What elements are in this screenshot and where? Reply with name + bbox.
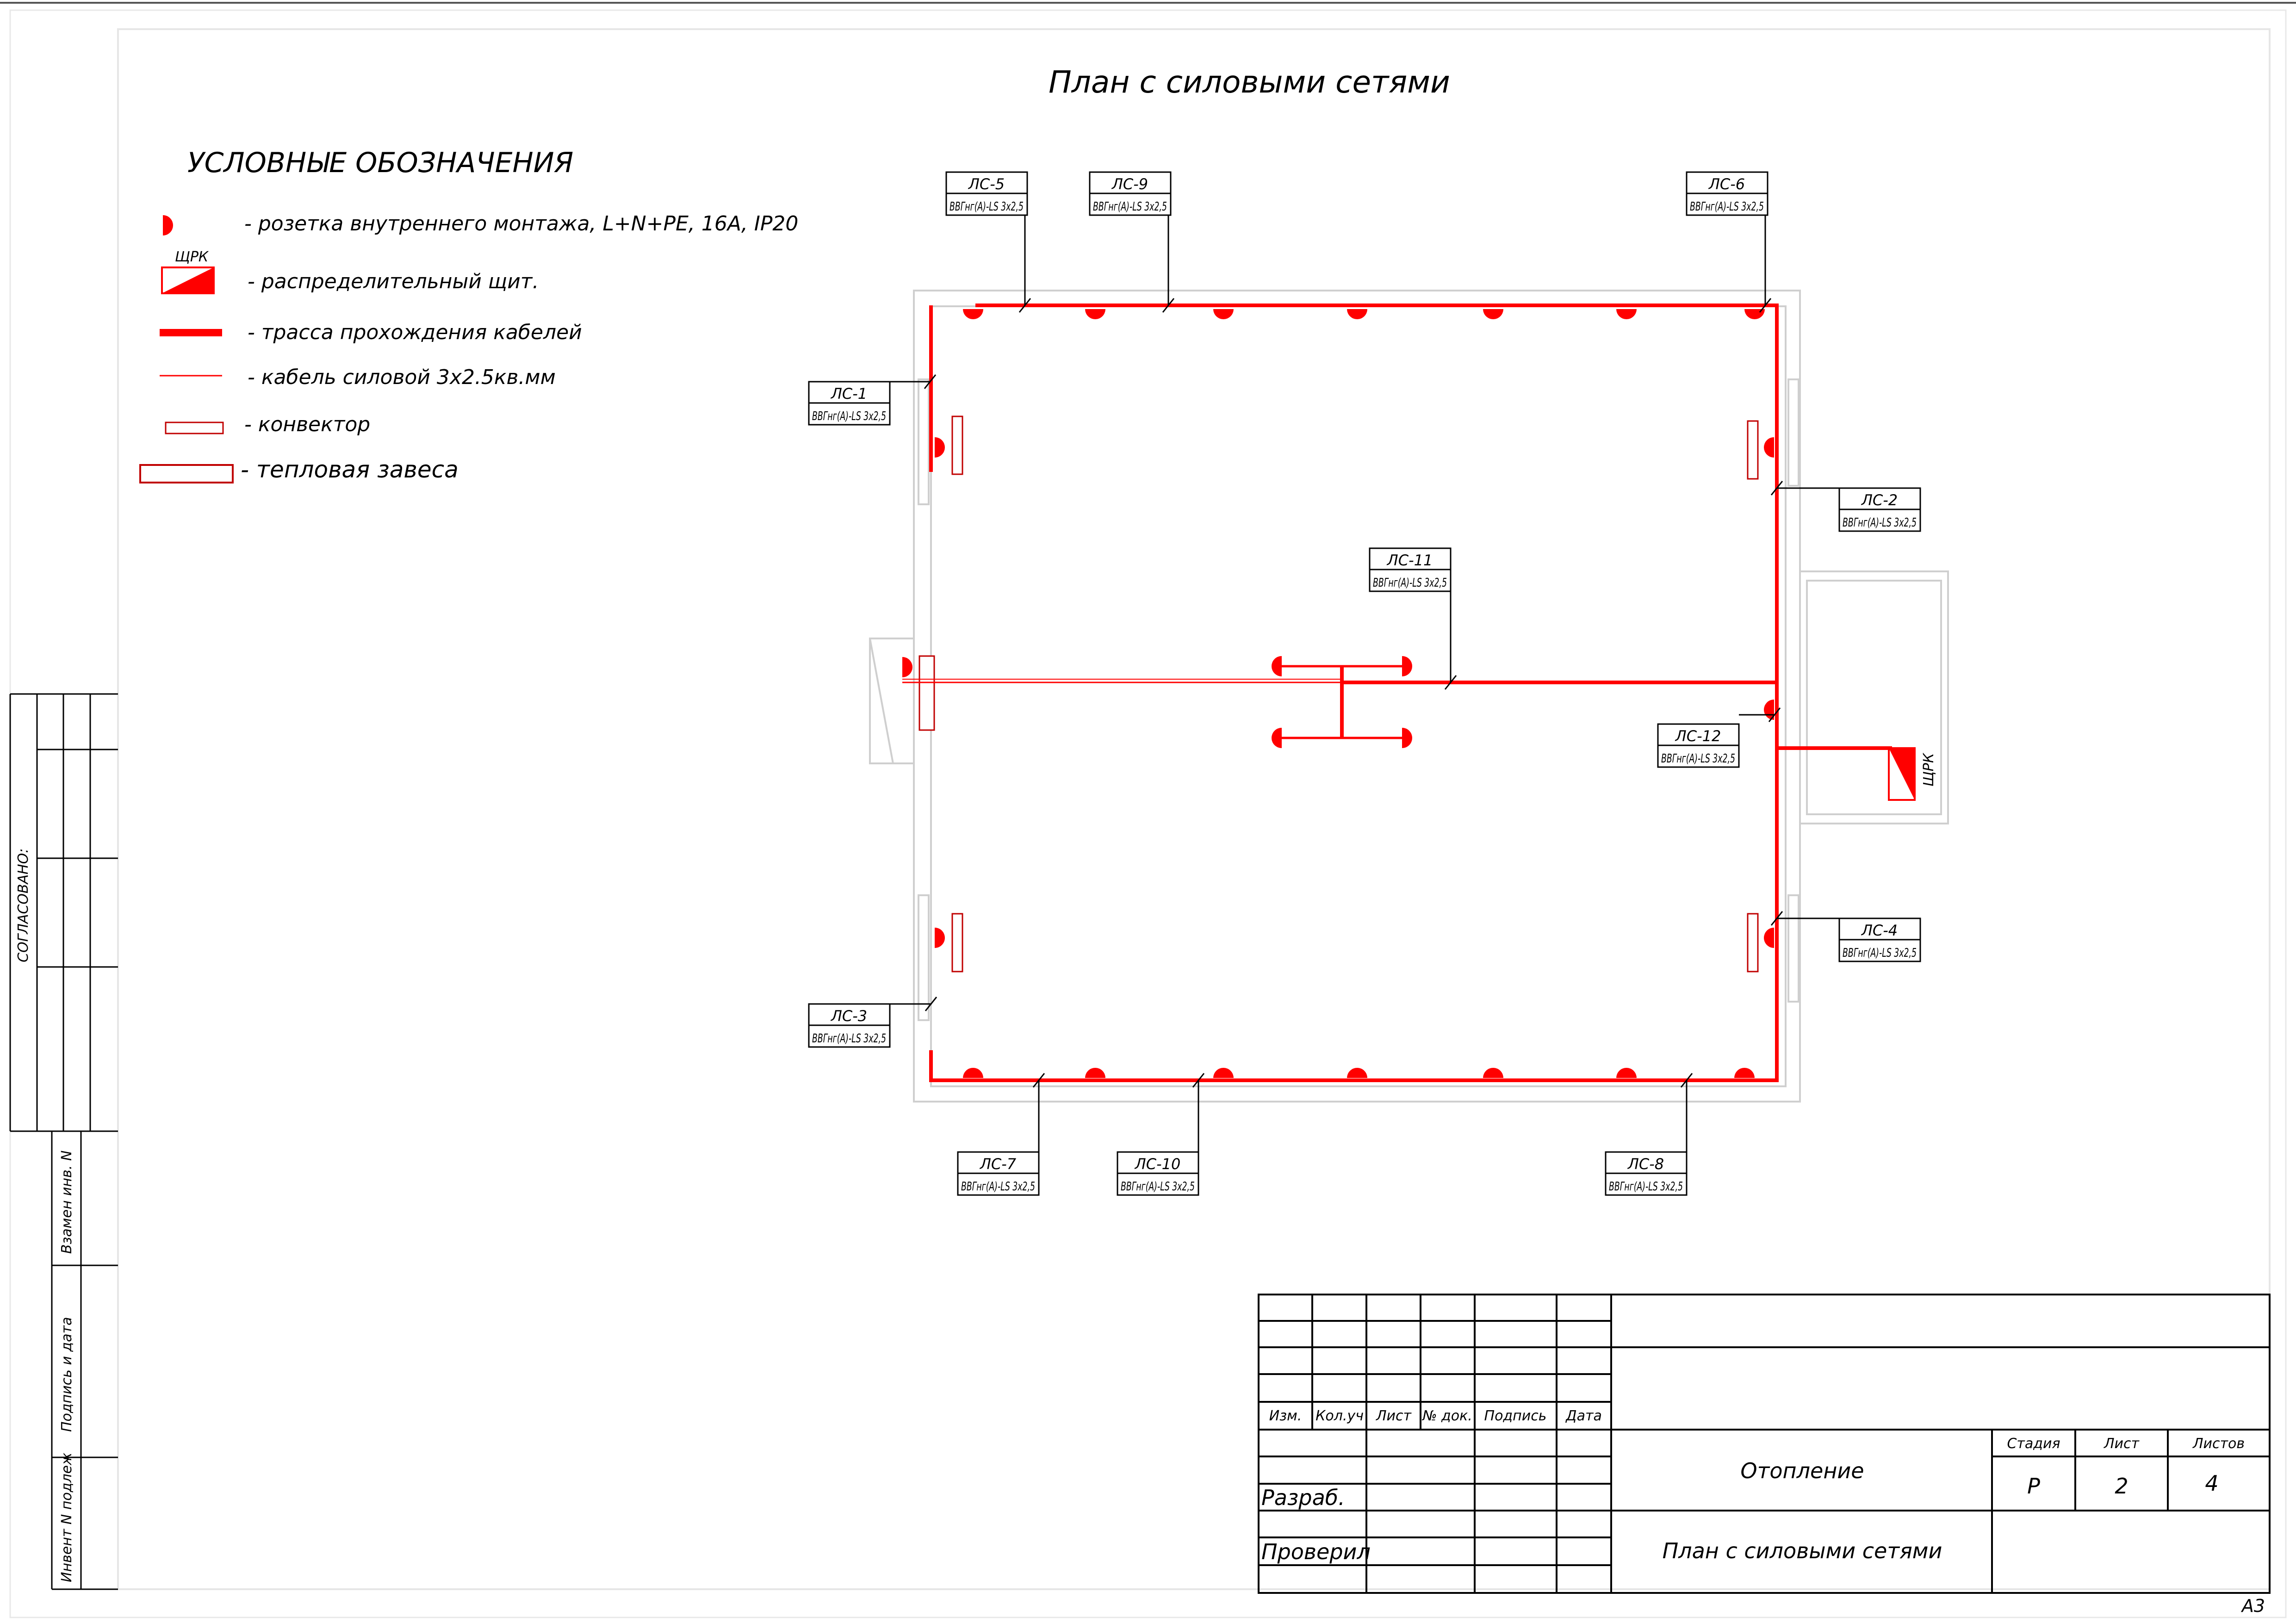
legend-curtain-label: - тепловая завеса (241, 456, 459, 483)
drawing-title: План с силовыми сетями (1049, 64, 1450, 100)
panel-label: ЩРК (1921, 753, 1937, 787)
header-list: Лист (1376, 1408, 1412, 1424)
tag-ls-10-spec: ВВГнг(А)-LS 3х2,5 (1121, 1180, 1195, 1194)
tag-ls-12: ЛС-12 (1675, 727, 1721, 745)
agreed-label: СОГЛАСОВАНО: (15, 848, 31, 962)
tag-ls-7: ЛС-7 (980, 1155, 1017, 1173)
floor-plan (809, 172, 1948, 1195)
tag-ls-6: ЛС-6 (1708, 175, 1745, 193)
legend-socket-label: - розетка внутреннего монтажа, L+N+PE, 16А, IP20 (244, 212, 799, 235)
tag-ls-8-spec: ВВГнг(А)-LS 3х2,5 (1609, 1180, 1683, 1194)
stage-value: Р (2027, 1474, 2040, 1499)
socket-icon (163, 215, 173, 235)
tag-ls-5: ЛС-5 (968, 175, 1005, 193)
tag-ls-8: ЛС-8 (1627, 1155, 1664, 1173)
sheet-value: 2 (2115, 1474, 2128, 1499)
tag-ls-5-spec: ВВГнг(А)-LS 3х2,5 (949, 200, 1024, 214)
format-label: А3 (2241, 1596, 2265, 1616)
heat-curtain-icon (140, 465, 233, 483)
header-doc: № док. (1422, 1408, 1472, 1424)
sheets-label: Листов (2192, 1436, 2245, 1452)
legend-panel-label: - распределительный щит. (248, 270, 539, 293)
legend-panel-tag: ЩРК (175, 249, 209, 265)
tag-ls-2-spec: ВВГнг(А)-LS 3х2,5 (1843, 516, 1917, 530)
tag-ls-1: ЛС-1 (831, 385, 868, 403)
legend-convector-label: - конвектор (244, 413, 371, 436)
distribution-panel (1889, 748, 1915, 800)
tag-ls-7-spec: ВВГнг(А)-LS 3х2,5 (961, 1180, 1035, 1194)
replaced-inv-label: Взамен инв. N (59, 1150, 75, 1254)
legend-heading: УСЛОВНЫЕ ОБОЗНАЧЕНИЯ (187, 147, 574, 179)
convectors (919, 416, 1758, 972)
tag-ls-3: ЛС-3 (831, 1007, 868, 1025)
tag-ls-3-spec: ВВГнг(А)-LS 3х2,5 (812, 1032, 886, 1046)
sheet-label: Лист (2104, 1436, 2140, 1452)
tag-ls-4: ЛС-4 (1861, 922, 1898, 939)
sockets-sides (902, 437, 1774, 948)
inner-frame (118, 29, 2270, 1589)
legend-route-label: - трасса прохождения кабелей (248, 321, 582, 344)
legend-cable-label: - кабель силовой 3х2.5кв.мм (248, 365, 556, 389)
sign-date-label: Подпись и дата (59, 1317, 75, 1432)
sockets-top (963, 309, 1765, 319)
checker-label: Проверил (1261, 1539, 1371, 1564)
tag-ls-1-spec: ВВГнг(А)-LS 3х2,5 (812, 409, 886, 423)
tag-ls-12-spec: ВВГнг(А)-LS 3х2,5 (1661, 752, 1735, 766)
cable-routes (931, 305, 1890, 1080)
inv-original-label: Инвент N подлеж (59, 1452, 75, 1582)
sheet-title: План с силовыми сетями (1662, 1538, 1942, 1563)
outer-frame (10, 10, 2286, 1617)
system-name: Отопление (1740, 1458, 1864, 1483)
header-kol: Кол.уч (1316, 1408, 1364, 1424)
stage-label: Стадия (2007, 1436, 2060, 1452)
header-izm: Изм. (1269, 1408, 1302, 1424)
sockets-bottom (963, 1068, 1755, 1078)
convector-icon (166, 422, 223, 434)
tag-ls-10: ЛС-10 (1135, 1155, 1181, 1173)
sheets-value: 4 (2205, 1471, 2219, 1496)
tag-ls-6-spec: ВВГнг(А)-LS 3х2,5 (1690, 200, 1764, 214)
tag-ls-11-spec: ВВГнг(А)-LS 3х2,5 (1373, 576, 1447, 590)
header-date: Дата (1566, 1408, 1602, 1424)
developer-label: Разраб. (1261, 1485, 1345, 1510)
tag-ls-11: ЛС-11 (1387, 551, 1433, 569)
tag-ls-9-spec: ВВГнг(А)-LS 3х2,5 (1093, 200, 1167, 214)
room-walls (870, 291, 1948, 1102)
header-sign: Подпись (1484, 1408, 1547, 1424)
tag-ls-9: ЛС-9 (1111, 175, 1148, 193)
legend (140, 147, 798, 483)
tag-ls-2: ЛС-2 (1861, 491, 1898, 509)
tag-ls-4-spec: ВВГнг(А)-LS 3х2,5 (1843, 946, 1917, 960)
